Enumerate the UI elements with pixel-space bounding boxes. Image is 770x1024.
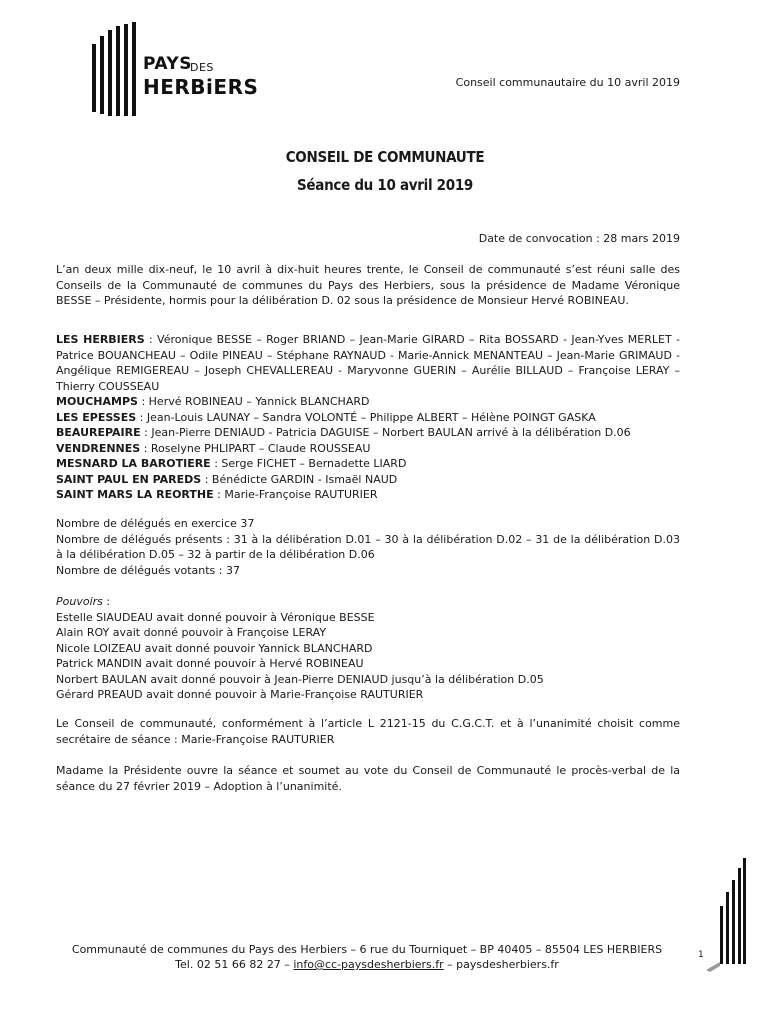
convocation-date: Date de convocation : 28 mars 2019 [478,232,680,245]
proxies-label-suffix: : [102,595,111,608]
delegates-stats [56,516,680,578]
approval-paragraph: Madame la Présidente ouvre la séance et soumet au vote du Conseil de Communauté le procès-verbal de la séance du 27 février 2019 – Adoption à l’unanimité. [56,764,680,793]
member-names: : Serge FICHET – Bernadette LIARD [210,457,407,470]
secretary-paragraph: Le Conseil de communauté, conformément à l’article L 2121-15 du C.G.C.T. et à l’unanimité choisit comme secrétaire de séance : Marie-Françoise RAUTURIER [56,717,680,746]
commune-name: LES EPESSES [56,410,137,424]
member-entry [56,487,680,503]
member-entry [56,472,680,488]
member-entry [56,456,680,472]
intro-paragraph: L’an deux mille dix-neuf, le 10 avril à dix-huit heures trente, le Conseil de communauté s’est réuni salle des Conseils de la Communauté de communes du Pays des Herbiers, sous la présidence de Madame Véronique BESSE – Présidente, hormis pour la délibération D. 02 sous la présidence de Monsieur Hervé ROBINEAU. [56,263,680,307]
members-list [56,332,680,503]
member-entry [56,410,680,426]
member-names: : Roselyne PHLIPART – Claude ROUSSEAU [140,441,371,455]
commune-name: SAINT PAUL EN PAREDS [56,472,202,486]
commune-name: MOUCHAMPS [56,395,138,408]
logo-text-herbiers: HERBiERS [143,75,259,99]
member-names: : Bénédicte GARDIN - Ismaël NAUD [201,472,398,486]
logo [92,22,259,118]
logo-text-pays: PAYS [143,54,192,74]
footer-address: Communauté de communes du Pays des Herbiers – 6 rue du Tourniquet – BP 40405 – 85504 LES HERBIERS [71,943,663,956]
member-names: : Véronique BESSE – Roger BRIAND – Jean-Marie GIRARD – Rita BOSSARD - Jean-Yves MERLET - Patrice BOUANCHEAU – Odile PINEAU – Stéphane RAYNAUD - Marie-Annick MENANTEAU – Jean-Marie GRIMAUD - Angélique REMIGEREAU – Joseph CHEVALLEREAU - Maryvonne GUERIN – Aurélie BILLAUD – Françoise LERAY – Thierry COUSSEAU [56,333,680,393]
proxy-item: Estelle SIAUDEAU avait donné pouvoir à Véronique BESSE [56,610,375,624]
proxy-item: Norbert BAULAN avait donné pouvoir à Jean-Pierre DENIAUD jusqu’à la délibération D.05 [56,672,544,686]
stat-votants: Nombre de délégués votants : 37 [56,563,240,577]
proxy-item: Patrick MANDIN avait donné pouvoir à Hervé ROBINEAU [56,657,364,670]
footer [0,942,734,972]
footer-site: – paysdesherbiers.fr [443,958,559,971]
footer-contact [0,957,734,972]
corner-stripes-icon [706,858,746,978]
proxy-item: Nicole LOIZEAU avait donné pouvoir Yannick BLANCHARD [56,641,373,655]
proxies-list [56,594,680,703]
commune-name: SAINT MARS LA REORTHE [56,488,214,501]
page-number: 1 [698,950,704,960]
proxies-label: Pouvoirs [56,595,103,608]
document-title: CONSEIL DE COMMUNAUTE [285,148,485,166]
proxy-item: Alain ROY avait donné pouvoir à Françoise LERAY [56,626,327,639]
commune-name: MESNARD LA BAROTIERE [56,457,211,470]
footer-email-link[interactable]: info@cc-paysdesherbiers.fr [293,958,444,971]
commune-name: VENDRENNES [56,441,141,455]
stat-presents: Nombre de délégués présents : 31 à la délibération D.01 – 30 à la délibération D.02 – 31 de la délibération D.03 à la délibération D.05 – 32 à partir de la délibération D.06 [56,532,680,561]
member-entry [56,441,680,457]
member-names: : Marie-Françoise RAUTURIER [213,488,378,501]
commune-name: LES HERBIERS [56,333,145,346]
proxies-heading [56,594,680,610]
stat-exercice: Nombre de délégués en exercice 37 [56,517,255,530]
commune-name: BEAUREPAIRE [56,426,141,439]
member-names: : Jean-Pierre DENIAUD - Patricia DAGUISE – Norbert BAULAN arrivé à la délibération D.06 [140,426,631,439]
member-entry [56,332,680,394]
member-names: : Hervé ROBINEAU – Yannick BLANCHARD [137,395,370,408]
member-entry [56,425,680,441]
footer-tel: Tel. 02 51 66 82 27 – [175,958,294,971]
member-names: : Jean-Louis LAUNAY – Sandra VOLONTÉ – Philippe ALBERT – Hélène POINGT GASKA [136,410,596,424]
proxy-item: Gérard PREAUD avait donné pouvoir à Marie-Françoise RAUTURIER [56,688,424,701]
member-entry [56,394,680,410]
session-title: Séance du 10 avril 2019 [296,176,474,194]
logo-text-des: DES [190,61,214,74]
meeting-header: Conseil communautaire du 10 avril 2019 [455,76,680,89]
